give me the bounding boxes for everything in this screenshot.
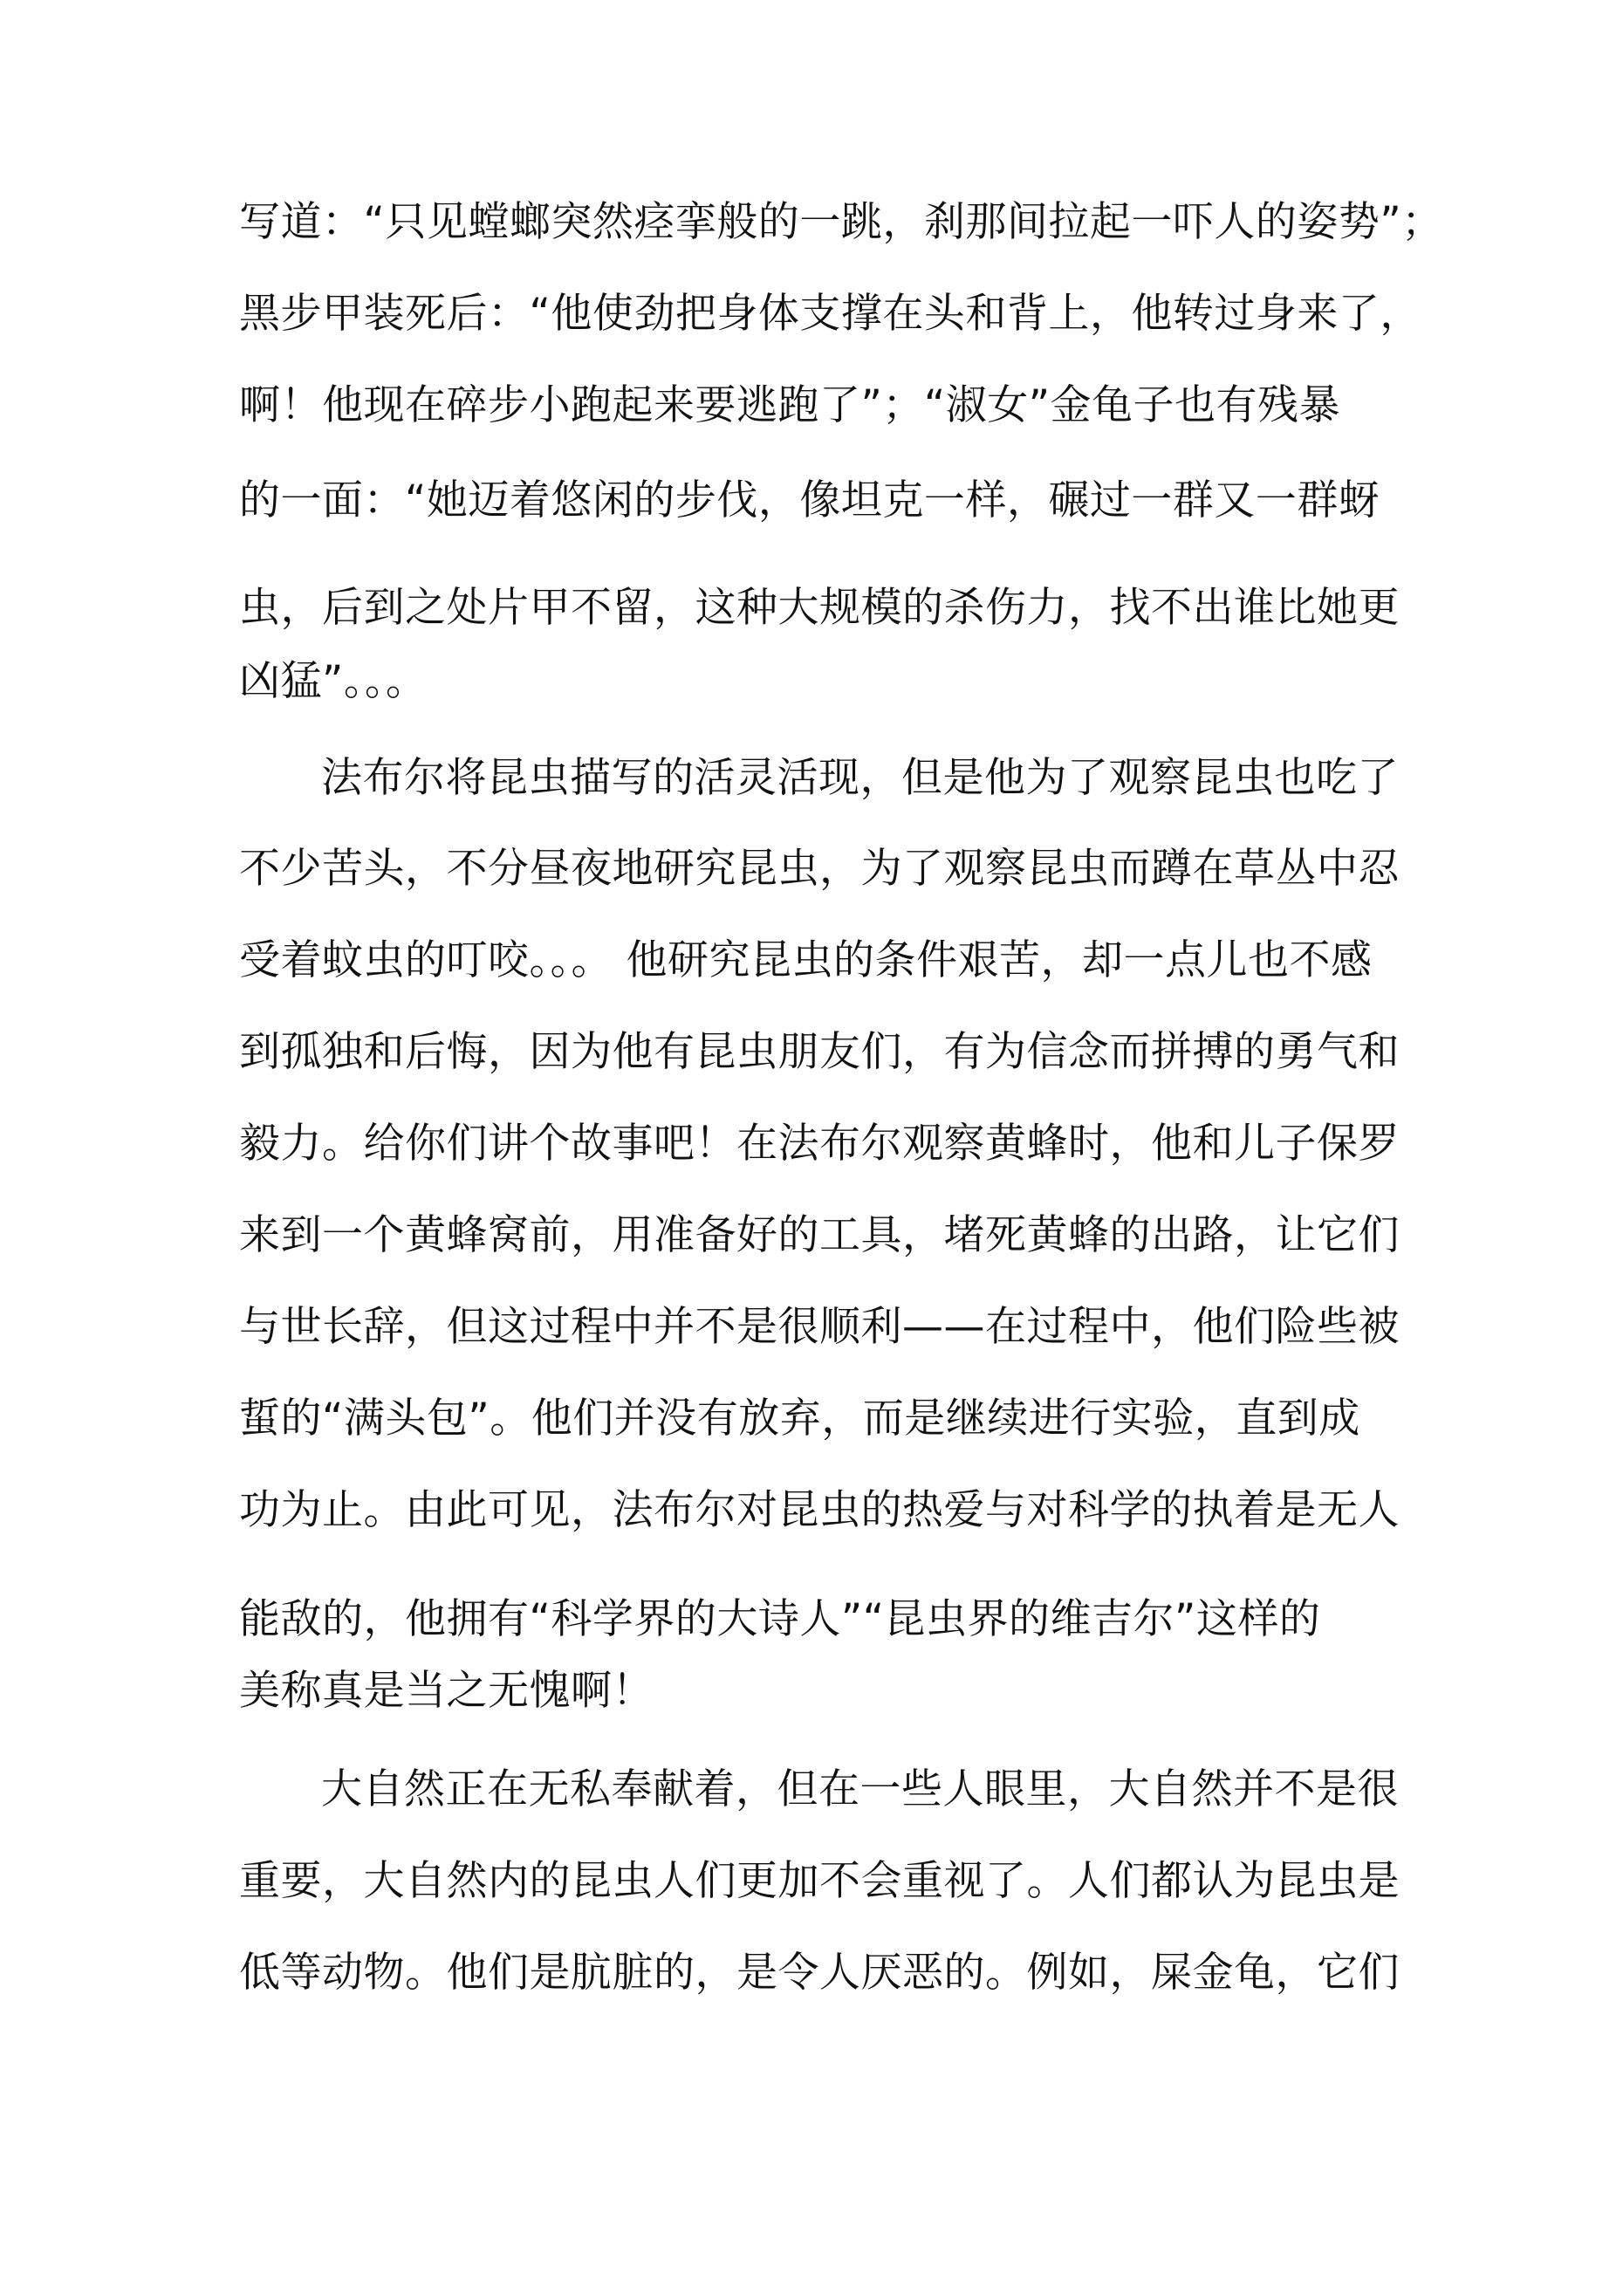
text-line: 不少苦头，不分昼夜地研究昆虫，为了观察昆虫而蹲在草丛中忍 (239, 845, 1400, 893)
text-line: 与世长辞，但这过程中并不是很顺利——在过程中，他们险些被 (239, 1303, 1400, 1351)
text-line: 啊！他现在碎步小跑起来要逃跑了”；“淑女”金龟子也有残暴 (239, 381, 1341, 429)
text-line: 重要，大自然内的昆虫人们更加不会重视了。人们都认为昆虫是 (239, 1857, 1400, 1905)
text-line: 功为止。由此可见，法布尔对昆虫的热爱与对科学的执着是无人 (239, 1486, 1400, 1534)
text-line: 低等动物。他们是肮脏的，是令人厌恶的。例如，屎金龟，它们 (239, 1949, 1400, 1997)
text-line: 蜇的“满头包”。他们并没有放弃，而是继续进行实验，直到成 (239, 1395, 1360, 1443)
text-line: 受着蚊虫的叮咬。。。 他研究昆虫的条件艰苦，却一点儿也不感 (239, 936, 1373, 984)
text-line: 凶猛”。。。 (239, 657, 428, 705)
text-line: 毅力。给你们讲个故事吧！在法布尔观察黄蜂时，他和儿子保罗 (239, 1120, 1400, 1168)
text-line-indented: 法布尔将昆虫描写的活灵活现，但是他为了观察昆虫也吃了 (321, 754, 1399, 802)
text-line: 到孤独和后悔，因为他有昆虫朋友们，有为信念而拼搏的勇气和 (239, 1028, 1400, 1076)
text-line: 黑步甲装死后：“他使劲把身体支撑在头和背上，他转过身来了， (239, 290, 1421, 338)
text-line-indented: 大自然正在无私奉献着，但在一些人眼里，大自然并不是很 (321, 1765, 1399, 1813)
text-line: 的一面：“她迈着悠闲的步伐，像坦克一样，碾过一群又一群蚜 (239, 476, 1380, 524)
text-line: 能敌的，他拥有“科学界的大诗人”“昆虫界的维吉尔”这样的 (239, 1595, 1321, 1643)
text-line: 来到一个黄蜂窝前，用准备好的工具，堵死黄蜂的出路，让它们 (239, 1211, 1400, 1259)
text-line: 美称真是当之无愧啊！ (239, 1667, 654, 1715)
text-line: 写道：“只见螳螂突然痉挛般的一跳，刹那间拉起一吓人的姿势”； (239, 198, 1443, 246)
text-line: 虫，后到之处片甲不留，这种大规模的杀伤力，找不出谁比她更 (239, 584, 1400, 632)
